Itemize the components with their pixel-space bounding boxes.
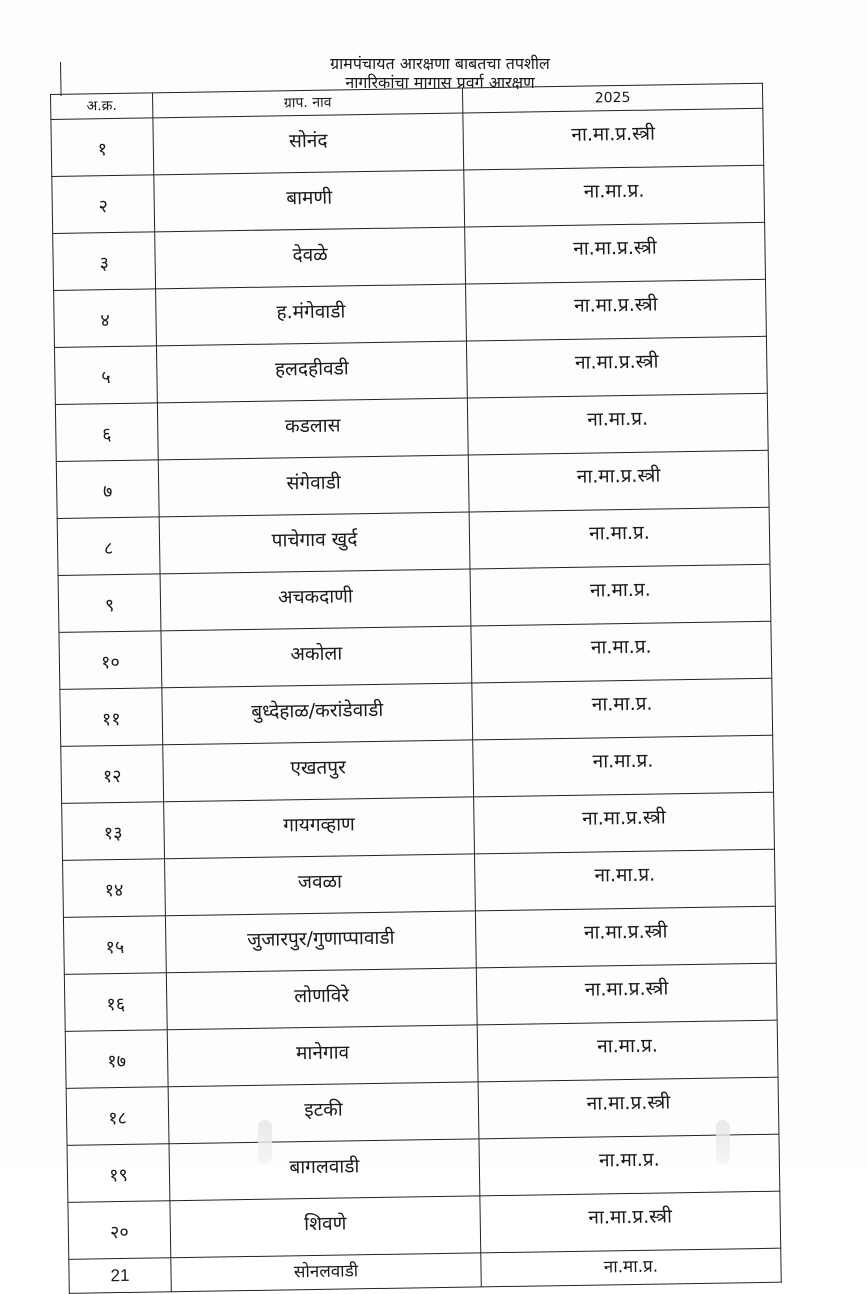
village-name-cell: हलदहीवडी: [156, 341, 467, 403]
village-name-cell: बामणी: [154, 170, 465, 232]
reservation-cell: ना.मा.प्र.: [470, 564, 771, 626]
reservation-cell: ना.मा.प्र.स्त्री: [474, 792, 775, 854]
serial-cell: १५: [63, 916, 166, 975]
reservation-cell: ना.मा.प्र.स्त्री: [478, 1077, 779, 1139]
column-header-serial: अ.क्र.: [51, 93, 153, 120]
reservation-cell: ना.मा.प्र.: [469, 507, 770, 569]
village-name-cell: पाचेगाव खुर्द: [159, 512, 470, 574]
serial-cell: १३: [62, 802, 165, 861]
serial-cell: १९: [67, 1144, 170, 1203]
serial-cell: ६: [55, 403, 158, 462]
reservation-cell: ना.मा.प्र.स्त्री: [468, 450, 769, 512]
village-name-cell: बुध्देहाळ/करांडेवाडी: [162, 683, 473, 745]
village-name-cell: संगेवाडी: [158, 455, 469, 517]
village-name-cell: कडलास: [157, 398, 468, 460]
scan-smudge: [258, 1120, 272, 1164]
village-name-cell: अचकदाणी: [160, 569, 471, 631]
reservation-cell: ना.मा.प्र.स्त्री: [475, 906, 776, 968]
reservation-cell: ना.मा.प्र.स्त्री: [480, 1191, 781, 1253]
reservation-cell: ना.मा.प्र.: [479, 1134, 780, 1196]
serial-cell: १४: [63, 859, 166, 918]
village-name-cell: जवळा: [165, 854, 476, 916]
reservation-cell: ना.मा.प्र.: [477, 1020, 778, 1082]
village-name-cell: जुजारपुर/गुणाप्पावाडी: [165, 911, 476, 973]
serial-cell: 21: [69, 1258, 172, 1294]
village-name-cell: शिवणे: [170, 1196, 481, 1258]
margin-rule: [60, 62, 62, 96]
reservation-cell: ना.मा.प्र.: [473, 735, 774, 797]
serial-cell: ११: [60, 688, 163, 747]
serial-cell: १८: [66, 1087, 169, 1146]
village-name-cell: मानेगाव: [167, 1025, 478, 1087]
serial-cell: १६: [64, 973, 167, 1032]
village-name-cell: अकोला: [161, 626, 472, 688]
serial-cell: ५: [54, 346, 157, 405]
reservation-cell: ना.मा.प्र.स्त्री: [463, 108, 764, 170]
reservation-cell: ना.मा.प्र.: [481, 1248, 781, 1287]
serial-cell: २०: [68, 1201, 171, 1260]
serial-cell: ३: [53, 232, 156, 291]
serial-cell: १०: [59, 631, 162, 690]
reservation-cell: ना.मा.प्र.: [472, 678, 773, 740]
serial-cell: ९: [58, 574, 161, 633]
serial-cell: १२: [61, 745, 164, 804]
reservation-cell: ना.मा.प्र.स्त्री: [466, 336, 767, 398]
serial-cell: ७: [56, 460, 159, 519]
village-name-cell: ह.मंगेवाडी: [156, 284, 467, 346]
serial-cell: १७: [65, 1030, 168, 1089]
document-title: ग्रामपंचायत आरक्षणा बाबतचा तपशील: [330, 54, 550, 73]
village-name-cell: लोणविरे: [166, 968, 477, 1030]
village-name-cell: सोनलवाडी: [171, 1253, 481, 1292]
village-name-cell: बागलवाडी: [169, 1139, 480, 1201]
reservation-cell: ना.मा.प्र.स्त्री: [476, 963, 777, 1025]
document-subtitle: नागरिकांचा मागास प्रवर्ग आरक्षण: [345, 73, 535, 92]
scan-smudge: [716, 1120, 730, 1164]
village-name-cell: एखतपुर: [163, 740, 474, 802]
reservation-cell: ना.मा.प्र.: [464, 165, 765, 227]
reservation-cell: ना.मा.प्र.: [474, 849, 775, 911]
reservation-cell: ना.मा.प्र.: [467, 393, 768, 455]
serial-cell: १: [51, 118, 154, 177]
village-name-cell: देवळे: [155, 227, 466, 289]
village-name-cell: गायगव्हाण: [164, 797, 475, 859]
serial-cell: ८: [57, 517, 160, 576]
column-header-year: 2025: [462, 83, 762, 113]
reservation-cell: ना.मा.प्र.स्त्री: [466, 279, 767, 341]
column-header-name: ग्राप. नाव: [152, 88, 462, 118]
serial-cell: ४: [54, 289, 157, 348]
reservation-cell: ना.मा.प्र.: [471, 621, 772, 683]
reservation-table-wrapper: [50, 83, 781, 1294]
village-name-cell: इटकी: [168, 1082, 479, 1144]
reservation-cell: ना.मा.प्र.स्त्री: [465, 222, 766, 284]
serial-cell: २: [52, 175, 155, 234]
reservation-table: [50, 83, 782, 1294]
village-name-cell: सोनंद: [153, 113, 464, 175]
